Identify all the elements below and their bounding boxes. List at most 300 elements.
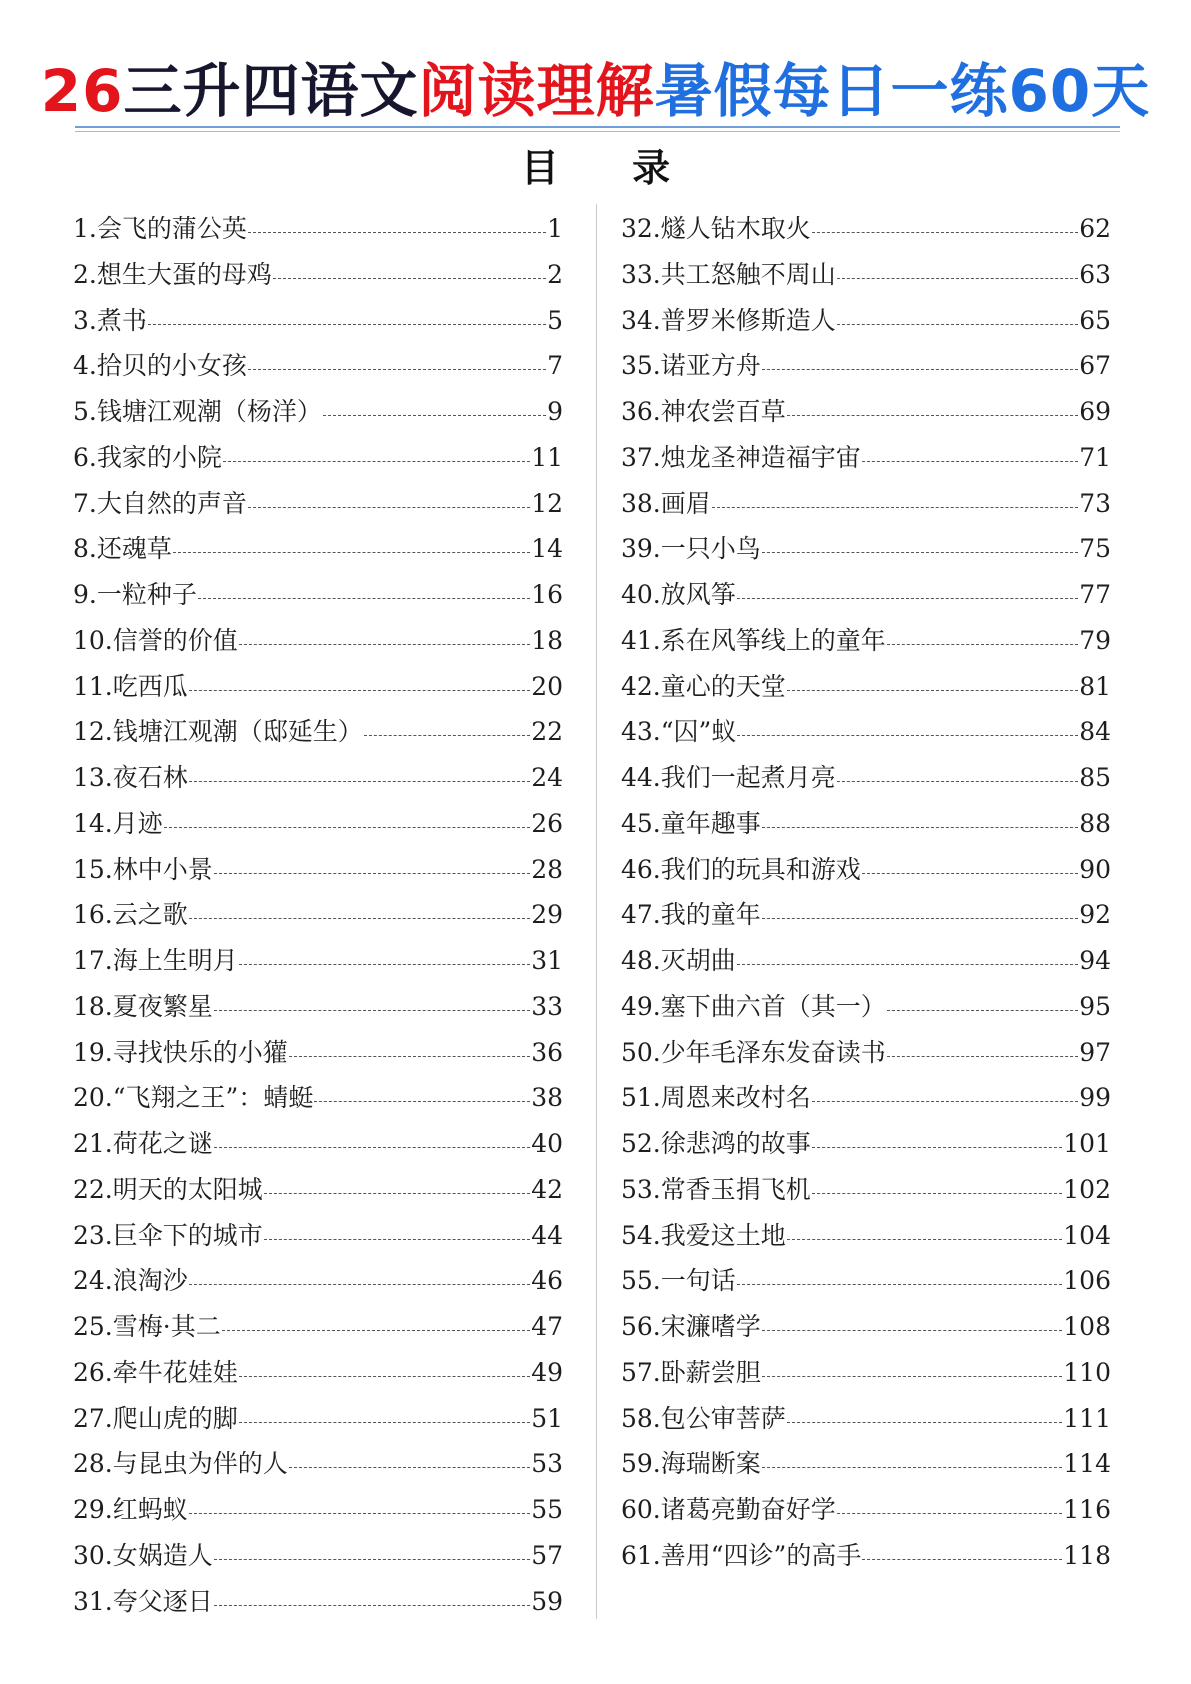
toc-entry-title: 海瑞断案: [660, 1449, 761, 1479]
toc-entry-page: 99: [1079, 1083, 1111, 1113]
toc-dash-leader: [239, 938, 530, 984]
toc-entry-page: 31: [531, 946, 563, 975]
toc-entry[interactable]: [621, 389, 1111, 435]
toc-entry[interactable]: [73, 1533, 563, 1579]
toc-dash-leader: [787, 664, 1078, 710]
toc-entry-page: 38: [531, 1083, 563, 1113]
toc-entry-number: 33.: [621, 259, 661, 289]
toc-entry-number: 12.: [73, 717, 113, 747]
toc-entry[interactable]: [621, 1350, 1111, 1396]
toc-entry-page: 9: [547, 397, 563, 426]
toc-entry-page: 40: [531, 1129, 563, 1158]
toc-dash-leader: [837, 252, 1078, 298]
toc-dash-leader: [762, 892, 1078, 938]
toc-dash-leader: [862, 435, 1078, 481]
toc-entry[interactable]: [73, 1304, 563, 1350]
toc-entry-title: 宋濂嗜学: [660, 1312, 761, 1341]
toc-entry[interactable]: [621, 1030, 1111, 1076]
toc-entry-number: 27.: [73, 1403, 113, 1433]
toc-entry-number: 32.: [621, 214, 661, 243]
toc-entry-number: 15.: [73, 854, 113, 884]
toc-entry-page: 75: [1079, 534, 1111, 564]
toc-entry[interactable]: [621, 1304, 1111, 1350]
toc-entry[interactable]: [621, 1396, 1111, 1442]
toc-entry[interactable]: [73, 1213, 563, 1259]
toc-entry[interactable]: [73, 298, 563, 344]
toc-entry-number: 3.: [73, 305, 97, 335]
toc-dash-leader: [812, 1121, 1063, 1167]
toc-entry[interactable]: [73, 572, 563, 618]
toc-entry-title: 吃西瓜: [112, 671, 188, 701]
toc-entry-number: 46.: [621, 854, 661, 884]
toc-dash-leader: [737, 709, 1078, 755]
toc-heading: 目 录: [520, 146, 671, 190]
toc-entry-page: 46: [531, 1266, 563, 1296]
toc-entry-number: 26.: [73, 1357, 113, 1387]
toc-entry-page: 44: [531, 1220, 563, 1250]
toc-entry-page: 110: [1063, 1357, 1111, 1387]
toc-entry-number: 39.: [621, 534, 661, 564]
toc-entry-page: 97: [1079, 1037, 1111, 1067]
toc-entry-title: 牵牛花娃娃: [112, 1357, 238, 1387]
toc-entry[interactable]: [73, 1350, 563, 1396]
toc-entry[interactable]: [73, 1441, 563, 1487]
toc-entry-page: 104: [1063, 1220, 1111, 1250]
toc-entry-page: 57: [531, 1540, 563, 1570]
toc-entry-number: 6.: [73, 442, 97, 472]
toc-entry-number: 52.: [621, 1129, 661, 1158]
toc-entry-page: 20: [531, 671, 563, 701]
toc-entry-page: 79: [1079, 625, 1111, 655]
toc-entry-title: 夜石林: [112, 763, 188, 792]
toc-entry-number: 59.: [621, 1449, 661, 1479]
toc-entry-number: 20.: [73, 1083, 113, 1113]
toc-entry-number: 58.: [621, 1403, 661, 1433]
toc-entry-number: 57.: [621, 1357, 661, 1387]
toc-entry-page: 95: [1079, 991, 1111, 1021]
toc-dash-leader: [248, 343, 546, 389]
toc-entry-title: 信誉的价值: [112, 625, 238, 655]
toc-entry-number: 48.: [621, 946, 661, 975]
toc-entry[interactable]: [73, 618, 563, 664]
toc-entry-number: 16.: [73, 900, 113, 930]
toc-dash-leader: [189, 1258, 530, 1304]
toc-entry-number: 61.: [621, 1540, 661, 1570]
toc-entry-title: 夸父逐日: [112, 1586, 213, 1616]
toc-entry-page: 62: [1079, 214, 1111, 243]
toc-entry-number: 25.: [73, 1312, 113, 1341]
toc-entry-title: 女娲造人: [112, 1540, 213, 1570]
toc-entry[interactable]: [621, 206, 1111, 252]
toc-entry-page: 73: [1079, 488, 1111, 518]
toc-entry[interactable]: [621, 252, 1111, 298]
toc-dash-leader: [148, 298, 546, 344]
toc-entry[interactable]: [73, 801, 563, 847]
toc-entry-title: 我们一起煮月亮: [660, 763, 836, 792]
toc-entry-title: 云之歌: [112, 900, 188, 930]
toc-entry-page: 85: [1079, 763, 1111, 792]
toc-dash-leader: [762, 526, 1078, 572]
toc-dash-leader: [737, 1258, 1063, 1304]
toc-entry-page: 55: [531, 1495, 563, 1524]
toc-dash-leader: [837, 755, 1078, 801]
toc-entry[interactable]: [73, 938, 563, 984]
toc-entry[interactable]: [621, 435, 1111, 481]
toc-dash-leader: [812, 206, 1078, 252]
toc-entry-title: 我爱这土地: [660, 1220, 786, 1250]
toc-entry-page: 24: [531, 763, 563, 792]
toc-entry[interactable]: [73, 1579, 563, 1625]
toc-entry-page: 49: [531, 1357, 563, 1387]
toc-column-right: [621, 206, 1111, 1579]
toc-entry-title: 拾贝的小女孩: [96, 351, 247, 381]
toc-entry[interactable]: [621, 709, 1111, 755]
toc-entry-page: 12: [531, 488, 563, 518]
toc-entry-title: 普罗米修斯造人: [660, 305, 836, 335]
toc-entry-number: 5.: [73, 397, 97, 426]
toc-entry-number: 18.: [73, 991, 113, 1021]
toc-entry-page: 71: [1079, 442, 1111, 472]
toc-entry-title: 寻找快乐的小獾: [112, 1037, 288, 1067]
toc-entry-number: 35.: [621, 351, 661, 381]
toc-entry-number: 14.: [73, 808, 113, 838]
toc-dash-leader: [222, 1304, 530, 1350]
toc-entry-number: 56.: [621, 1312, 661, 1341]
document-title: [0, 56, 1191, 126]
toc-entry[interactable]: [73, 481, 563, 527]
toc-entry-title: 巨伞下的城市: [112, 1220, 263, 1250]
toc-entry-title: 与昆虫为伴的人: [112, 1449, 288, 1479]
toc-dash-leader: [239, 618, 530, 664]
toc-entry[interactable]: [73, 1487, 563, 1533]
toc-entry-title: 童心的天堂: [660, 671, 786, 701]
toc-dash-leader: [887, 1030, 1078, 1076]
toc-entry-number: 2.: [73, 259, 97, 289]
toc-entry-title: 还魂草: [96, 534, 172, 564]
toc-entry-page: 118: [1063, 1540, 1111, 1570]
toc-entry-page: 18: [531, 625, 563, 655]
toc-dash-leader: [173, 526, 530, 572]
toc-entry-number: 13.: [73, 763, 113, 792]
toc-entry-number: 8.: [73, 534, 97, 564]
toc-entry-page: 14: [531, 534, 563, 564]
toc-dash-leader: [762, 801, 1078, 847]
toc-entry[interactable]: [621, 343, 1111, 389]
toc-entry-number: 10.: [73, 625, 113, 655]
toc-entry-number: 30.: [73, 1540, 113, 1570]
toc-entry-page: 77: [1079, 580, 1111, 609]
toc-dash-leader: [189, 1487, 530, 1533]
toc-entry-page: 84: [1079, 717, 1111, 747]
toc-entry-title: 塞下曲六首（其一）: [660, 991, 886, 1021]
toc-entry[interactable]: [73, 1396, 563, 1442]
toc-dash-leader: [812, 1075, 1078, 1121]
toc-entry-page: 2: [547, 259, 563, 289]
toc-entry[interactable]: [73, 526, 563, 572]
toc-entry-page: 22: [531, 717, 563, 747]
toc-entry-title: 燧人钻木取火: [660, 214, 811, 243]
toc-entry-page: 108: [1063, 1312, 1111, 1341]
toc-entry-page: 51: [531, 1403, 563, 1433]
toc-dash-leader: [712, 481, 1078, 527]
toc-entry-number: 4.: [73, 351, 97, 381]
toc-dash-leader: [289, 1441, 530, 1487]
toc-dash-leader: [264, 1167, 530, 1213]
toc-dash-leader: [762, 1350, 1063, 1396]
toc-entry[interactable]: [621, 1487, 1111, 1533]
toc-entry[interactable]: [73, 1030, 563, 1076]
toc-entry[interactable]: [621, 526, 1111, 572]
toc-entry[interactable]: [621, 755, 1111, 801]
toc-entry-page: 53: [531, 1449, 563, 1479]
title-part-program: 暑假每日一练60天: [654, 57, 1151, 125]
toc-entry-number: 23.: [73, 1220, 113, 1250]
toc-entry[interactable]: [621, 618, 1111, 664]
toc-entry-number: 51.: [621, 1083, 661, 1113]
toc-entry-number: 38.: [621, 488, 661, 518]
toc-entry[interactable]: [73, 1258, 563, 1304]
toc-dash-leader: [762, 1304, 1063, 1350]
toc-entry-page: 111: [1063, 1403, 1111, 1433]
toc-dash-leader: [273, 252, 546, 298]
title-part-grade-number: 26: [40, 57, 124, 125]
toc-entry-page: 29: [531, 900, 563, 930]
toc-entry-title: 红蚂蚁: [112, 1495, 188, 1524]
toc-dash-leader: [762, 343, 1078, 389]
toc-entry[interactable]: [621, 801, 1111, 847]
toc-entry-number: 22.: [73, 1174, 113, 1204]
toc-entry[interactable]: [73, 1167, 563, 1213]
toc-entry-title: 神农尝百草: [660, 397, 786, 426]
toc-entry-title: 善用“四诊”的高手: [660, 1540, 862, 1570]
toc-entry-title: 烛龙圣神造福宇宙: [660, 442, 861, 472]
toc-entry-number: 11.: [73, 671, 113, 701]
toc-entry[interactable]: [73, 847, 563, 893]
toc-entry-title: 一粒种子: [96, 580, 197, 609]
toc-entry-title: 荷花之谜: [112, 1129, 213, 1158]
title-part-topic: 阅读理解: [418, 57, 655, 125]
toc-entry-title: 放风筝: [660, 580, 736, 609]
toc-entry-number: 43.: [621, 717, 661, 747]
toc-entry-number: 21.: [73, 1129, 113, 1158]
toc-entry-page: 63: [1079, 259, 1111, 289]
toc-entry[interactable]: [621, 664, 1111, 710]
toc-entry[interactable]: [73, 389, 563, 435]
toc-entry[interactable]: [73, 435, 563, 481]
toc-entry-number: 17.: [73, 946, 113, 975]
toc-entry[interactable]: [621, 572, 1111, 618]
toc-entry[interactable]: [73, 206, 563, 252]
toc-dash-leader: [223, 435, 530, 481]
toc-entry[interactable]: [621, 298, 1111, 344]
toc-entry-page: 69: [1079, 397, 1111, 426]
toc-entry-page: 67: [1079, 351, 1111, 381]
toc-entry-page: 36: [531, 1037, 563, 1067]
toc-entry[interactable]: [621, 1258, 1111, 1304]
toc-entry-number: 41.: [621, 625, 661, 655]
toc-entry-page: 16: [531, 580, 563, 609]
toc-dash-leader: [364, 709, 530, 755]
toc-entry-page: 7: [547, 351, 563, 381]
toc-entry-page: 33: [531, 991, 563, 1021]
toc-entry[interactable]: [621, 847, 1111, 893]
toc-entry[interactable]: [73, 892, 563, 938]
toc-dash-leader: [862, 1533, 1062, 1579]
toc-entry[interactable]: [73, 1121, 563, 1167]
toc-entry-title: “飞翔之王”：蜻蜓: [112, 1083, 314, 1113]
toc-entry[interactable]: [73, 709, 563, 755]
toc-entry-page: 92: [1079, 900, 1111, 930]
toc-entry-title: 徐悲鸿的故事: [660, 1129, 811, 1158]
toc-dash-leader: [248, 206, 546, 252]
title-underline: [75, 126, 1120, 128]
toc-entry[interactable]: [73, 664, 563, 710]
toc-entry-title: 浪淘沙: [112, 1266, 188, 1296]
toc-entry-number: 55.: [621, 1266, 661, 1296]
toc-entry-title: 月迹: [112, 808, 163, 838]
toc-entry-title: 我的童年: [660, 900, 761, 930]
toc-dash-leader: [189, 892, 530, 938]
toc-entry-title: 诺亚方舟: [660, 351, 761, 381]
toc-entry-title: 系在风筝线上的童年: [660, 625, 886, 655]
toc-entry-page: 94: [1079, 946, 1111, 975]
toc-entry-number: 60.: [621, 1495, 661, 1524]
toc-dash-leader: [887, 984, 1078, 1030]
toc-entry-number: 54.: [621, 1220, 661, 1250]
toc-entry-title: 包公审菩萨: [660, 1403, 786, 1433]
toc-entry-title: 周恩来改村名: [660, 1083, 811, 1113]
toc-dash-leader: [837, 1487, 1063, 1533]
toc-dash-leader: [737, 938, 1078, 984]
toc-entry[interactable]: [73, 1075, 563, 1121]
toc-entry-page: 65: [1079, 305, 1111, 335]
toc-dash-leader: [737, 572, 1078, 618]
toc-entry-page: 114: [1063, 1449, 1111, 1479]
toc-dash-leader: [787, 1213, 1063, 1259]
toc-entry[interactable]: [621, 1213, 1111, 1259]
toc-entry-number: 45.: [621, 808, 661, 838]
toc-dash-leader: [323, 389, 546, 435]
toc-entry-page: 88: [1079, 808, 1111, 838]
toc-entry[interactable]: [621, 892, 1111, 938]
toc-entry-page: 1: [547, 214, 563, 243]
toc-dash-leader: [762, 1441, 1063, 1487]
toc-entry[interactable]: [621, 1533, 1111, 1579]
toc-entry-title: 明天的太阳城: [112, 1174, 263, 1204]
toc-entry-number: 50.: [621, 1037, 661, 1067]
toc-entry[interactable]: [621, 1075, 1111, 1121]
toc-dash-leader: [264, 1213, 530, 1259]
toc-entry-title: 林中小景: [112, 854, 213, 884]
toc-entry-title: 大自然的声音: [96, 488, 247, 518]
toc-entry-number: 28.: [73, 1449, 113, 1479]
toc-entry-page: 59: [531, 1586, 563, 1616]
toc-dash-leader: [164, 801, 530, 847]
toc-entry[interactable]: [621, 984, 1111, 1030]
toc-entry-title: 海上生明月: [112, 946, 238, 975]
toc-entry-page: 11: [531, 442, 563, 472]
toc-entry[interactable]: [621, 1167, 1111, 1213]
toc-entry[interactable]: [621, 1441, 1111, 1487]
toc-dash-leader: [787, 1396, 1063, 1442]
toc-dash-leader: [887, 618, 1078, 664]
toc-dash-leader: [189, 664, 530, 710]
toc-dash-leader: [214, 984, 530, 1030]
toc-entry-title: 童年趣事: [660, 808, 761, 838]
toc-entry-title: 雪梅·其二: [112, 1312, 221, 1341]
toc-dash-leader: [198, 572, 530, 618]
toc-dash-leader: [214, 1533, 530, 1579]
toc-dash-leader: [239, 1396, 530, 1442]
toc-entry[interactable]: [621, 481, 1111, 527]
toc-entry-title: 画眉: [660, 488, 711, 518]
toc-dash-leader: [862, 847, 1078, 893]
toc-entry-title: 煮书: [96, 305, 147, 335]
toc-entry-number: 37.: [621, 442, 661, 472]
toc-entry-number: 29.: [73, 1495, 113, 1524]
toc-entry-number: 42.: [621, 671, 661, 701]
toc-entry-page: 5: [547, 305, 563, 335]
toc-dash-leader: [214, 1579, 530, 1625]
toc-entry-page: 42: [531, 1174, 563, 1204]
toc-entry-number: 53.: [621, 1174, 661, 1204]
toc-entry-number: 9.: [73, 580, 97, 609]
toc-entry-page: 101: [1063, 1129, 1111, 1158]
toc-entry-title: 我家的小院: [96, 442, 222, 472]
toc-entry[interactable]: [73, 984, 563, 1030]
toc-entry-title: 灭胡曲: [660, 946, 736, 975]
toc-entry-number: 34.: [621, 305, 661, 335]
toc-entry-title: 卧薪尝胆: [660, 1357, 761, 1387]
toc-entry[interactable]: [73, 755, 563, 801]
toc-entry[interactable]: [621, 1121, 1111, 1167]
toc-entry-number: 36.: [621, 397, 661, 426]
toc-entry-number: 19.: [73, 1037, 113, 1067]
toc-dash-leader: [189, 755, 530, 801]
toc-entry-number: 31.: [73, 1586, 113, 1616]
toc-entry-number: 44.: [621, 763, 661, 792]
toc-entry-page: 102: [1063, 1174, 1111, 1204]
toc-entry-number: 40.: [621, 580, 661, 609]
toc-entry-title: 一只小鸟: [660, 534, 761, 564]
toc-dash-leader: [314, 1075, 530, 1121]
toc-dash-leader: [837, 298, 1078, 344]
toc-dash-leader: [787, 389, 1078, 435]
toc-entry-page: 116: [1063, 1495, 1111, 1524]
toc-entry-page: 106: [1063, 1266, 1111, 1296]
column-divider: [596, 204, 597, 1619]
toc-entry-title: 我们的玩具和游戏: [660, 854, 861, 884]
toc-entry-title: 夏夜繁星: [112, 991, 213, 1021]
toc-entry-page: 28: [531, 854, 563, 884]
toc-entry-title: 少年毛泽东发奋读书: [660, 1037, 886, 1067]
toc-dash-leader: [248, 481, 530, 527]
toc-entry-page: 81: [1079, 671, 1111, 701]
toc-column-left: [73, 206, 563, 1624]
toc-entry-number: 7.: [73, 488, 97, 518]
toc-entry-number: 24.: [73, 1266, 113, 1296]
toc-entry-page: 26: [531, 808, 563, 838]
toc-entry-page: 47: [531, 1312, 563, 1341]
toc-entry[interactable]: [621, 938, 1111, 984]
toc-dash-leader: [289, 1030, 530, 1076]
toc-entry[interactable]: [73, 343, 563, 389]
toc-entry-title: 想生大蛋的母鸡: [96, 259, 272, 289]
toc-entry[interactable]: [73, 252, 563, 298]
toc-entry-title: “囚”蚁: [660, 717, 737, 747]
toc-dash-leader: [214, 847, 530, 893]
toc-dash-leader: [214, 1121, 530, 1167]
